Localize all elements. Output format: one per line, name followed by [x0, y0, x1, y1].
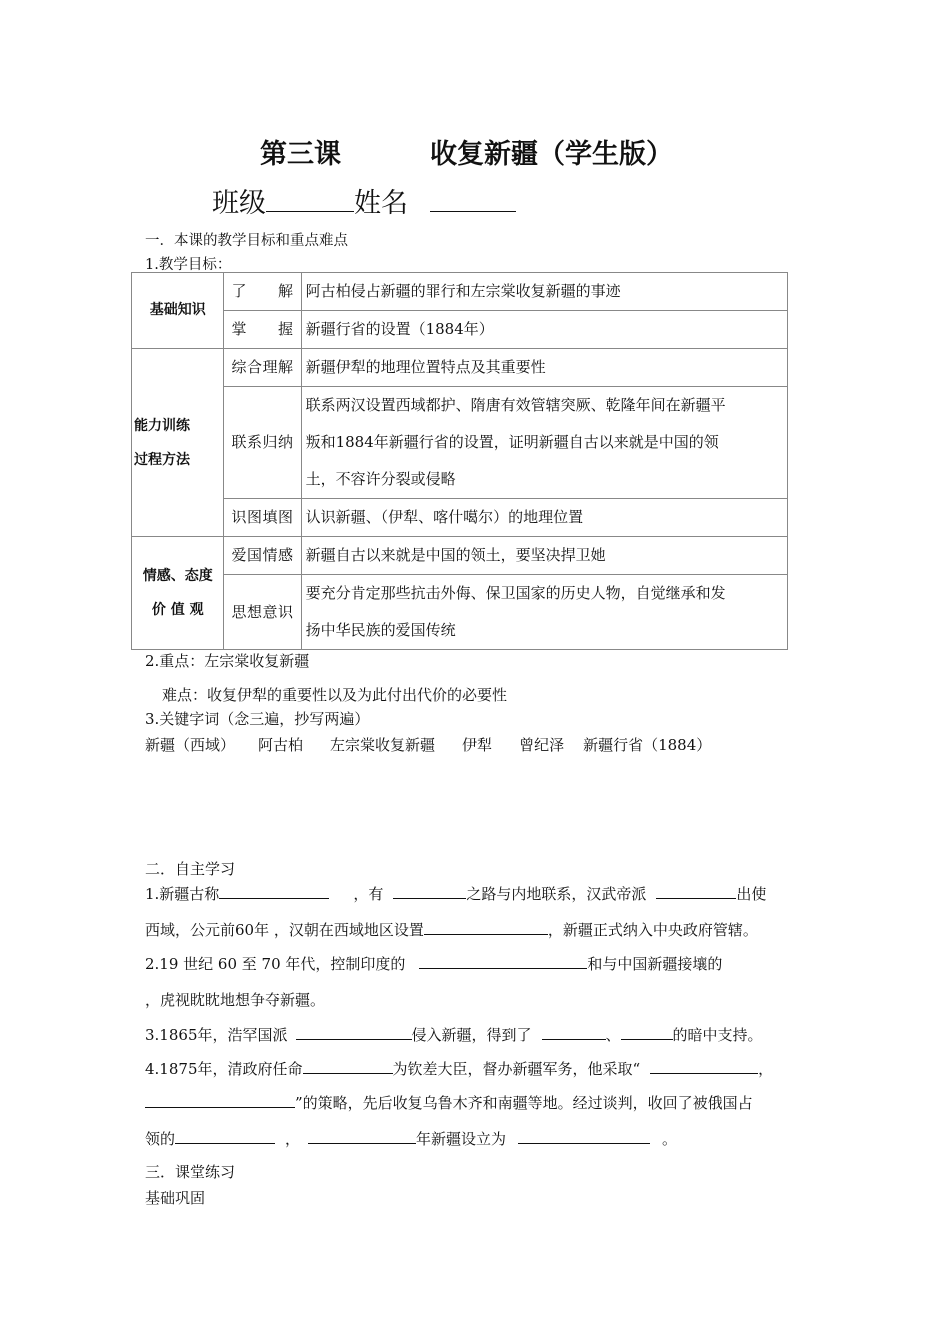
keyword: 伊犁 [462, 736, 493, 754]
desc-ideology-line2: 扬中华民族的爱国传统 [305, 621, 456, 639]
category-emotion [132, 537, 224, 650]
q3-blank-1[interactable] [296, 1038, 412, 1040]
desc-ideology-line1: 要充分肯定那些抗击外侮、保卫国家的历史人物，自觉继承和发 [305, 584, 726, 602]
class-label: 班级 [212, 188, 266, 219]
q4-line2 [145, 1092, 753, 1113]
q4-text-h: 。 [662, 1130, 678, 1148]
q2-text-b: 和与中国新疆接壤的 [587, 955, 723, 973]
desc-summarize-line3: 土，不容许分裂或侵略 [305, 470, 456, 488]
keyword: 新疆（西域） [145, 736, 236, 754]
name-label: 姓名 [354, 188, 408, 219]
name-blank[interactable] [430, 210, 516, 212]
q1-blank-3[interactable] [656, 897, 736, 899]
q1-text-d: 出使 [736, 885, 767, 903]
keyword: 新疆行省（1884） [583, 736, 712, 754]
keywords-label: 3.关键字词（念三遍，抄写两遍） [145, 710, 370, 728]
class-name-line [212, 181, 516, 220]
q3-line [145, 1024, 763, 1045]
desc-map: 认识新疆、（伊犁、喀什噶尔）的地理位置 [301, 499, 787, 537]
section2-heading: 二．自主学习 [145, 860, 236, 878]
desc-comprehend: 新疆伊犁的地理位置特点及其重要性 [301, 349, 787, 387]
q4-blank-4[interactable] [175, 1142, 275, 1144]
q3-text-d: 的暗中支持。 [672, 1026, 763, 1044]
sub-summarize: 联系归纳 [224, 387, 301, 499]
q4-blank-1[interactable] [303, 1072, 393, 1074]
q4-text-f: ， [285, 1130, 301, 1148]
q1-line2 [145, 919, 758, 940]
q4-text-b: 为钦差大臣，督办新疆军务，他采取“ [392, 1060, 641, 1078]
key-point: 2.重点：左宗棠收复新疆 [145, 652, 310, 670]
q1-line1 [145, 883, 766, 904]
page-title: 收复新疆（学生版） [430, 139, 673, 170]
category-ability-line1: 能力训练 [134, 417, 190, 434]
q4-line1 [145, 1058, 773, 1079]
sub-comprehend: 综合理解 [224, 349, 301, 387]
q1-text-b: ，有 [353, 885, 384, 903]
keyword: 左宗棠收复新疆 [330, 736, 436, 754]
category-basic: 基础知识 [132, 273, 224, 349]
q4-line3 [145, 1128, 677, 1149]
q3-text-a: 3.1865年，浩罕国派 [145, 1026, 288, 1044]
sub-master: 掌 握 [224, 311, 301, 349]
difficulty: 难点：收复伊犁的重要性以及为此付出代价的必要性 [162, 686, 508, 704]
q3-blank-2[interactable] [542, 1038, 606, 1040]
keywords-row [145, 734, 711, 755]
q3-text-c: 、 [605, 1026, 621, 1044]
sub-understand: 了 解 [224, 273, 301, 311]
desc-ideology [301, 575, 787, 650]
q1-blank-4[interactable] [424, 933, 548, 935]
q1-blank-1[interactable] [219, 897, 329, 899]
q4-text-g: 年新疆设立为 [416, 1130, 507, 1148]
q1-text-c: 之路与内地联系，汉武帝派 [466, 885, 647, 903]
desc-summarize-line2: 叛和1884年新疆行省的设置，证明新疆自古以来就是中国的领 [305, 433, 719, 451]
q4-text-e: 领的 [145, 1130, 176, 1148]
keyword: 曾纪泽 [519, 736, 565, 754]
q3-blank-3[interactable] [621, 1038, 673, 1040]
section1-heading: 一．本课的教学目标和重点难点 [145, 233, 348, 249]
section3-sub: 基础巩固 [145, 1189, 206, 1207]
desc-summarize-line1: 联系两汉设置西域都护、隋唐有效管辖突厥、乾隆年间在新疆平 [305, 396, 726, 414]
q4-blank-2[interactable] [650, 1072, 758, 1074]
desc-understand: 阿古柏侵占新疆的罪行和左宗棠收复新疆的事迹 [301, 273, 787, 311]
q2-blank-1[interactable] [419, 967, 587, 969]
q4-text-d: ”的策略，先后收复乌鲁木齐和南疆等地。经过谈判，收回了被俄国占 [295, 1094, 753, 1112]
sub-ideology: 思想意识 [224, 575, 301, 650]
q4-blank-5[interactable] [308, 1142, 416, 1144]
category-ability [132, 349, 224, 537]
q4-blank-3[interactable] [145, 1106, 295, 1108]
q1-text-f: ，新疆正式纳入中央政府管辖。 [547, 921, 758, 939]
goals-table [131, 272, 788, 650]
category-emotion-line1: 情感、态度 [142, 568, 213, 584]
category-emotion-line2: 价 值 观 [151, 602, 204, 618]
desc-summarize [301, 387, 787, 499]
goals-label: 1.教学目标： [145, 257, 232, 273]
class-blank[interactable] [266, 210, 354, 212]
desc-patriotism: 新疆自古以来就是中国的领土，要坚决捍卫她 [301, 537, 787, 575]
category-ability-line2: 过程方法 [134, 451, 190, 468]
sub-patriotism: 爱国情感 [224, 537, 301, 575]
section3-heading: 三．课堂练习 [145, 1163, 236, 1181]
q2-line2: ，虎视眈眈地想争夺新疆。 [145, 991, 326, 1009]
q1-text-a: 1.新疆古称 [145, 885, 220, 903]
q1-blank-2[interactable] [393, 897, 466, 899]
q1-text-e: 西域，公元前60年 ，汉朝在西域地区设置 [145, 921, 424, 939]
lesson-number: 第三课 [260, 139, 341, 170]
keyword: 阿古柏 [258, 736, 304, 754]
q2-line1 [145, 953, 722, 974]
sub-map: 识图填图 [224, 499, 301, 537]
q4-blank-6[interactable] [518, 1142, 650, 1144]
desc-master: 新疆行省的设置（1884年） [301, 311, 787, 349]
q3-text-b: 侵入新疆，得到了 [411, 1026, 532, 1044]
q4-text-a: 4.1875年，清政府任命 [145, 1060, 303, 1078]
q4-text-c: ， [758, 1060, 774, 1078]
q2-text-a: 2.19 世纪 60 至 70 年代，控制印度的 [145, 955, 406, 973]
